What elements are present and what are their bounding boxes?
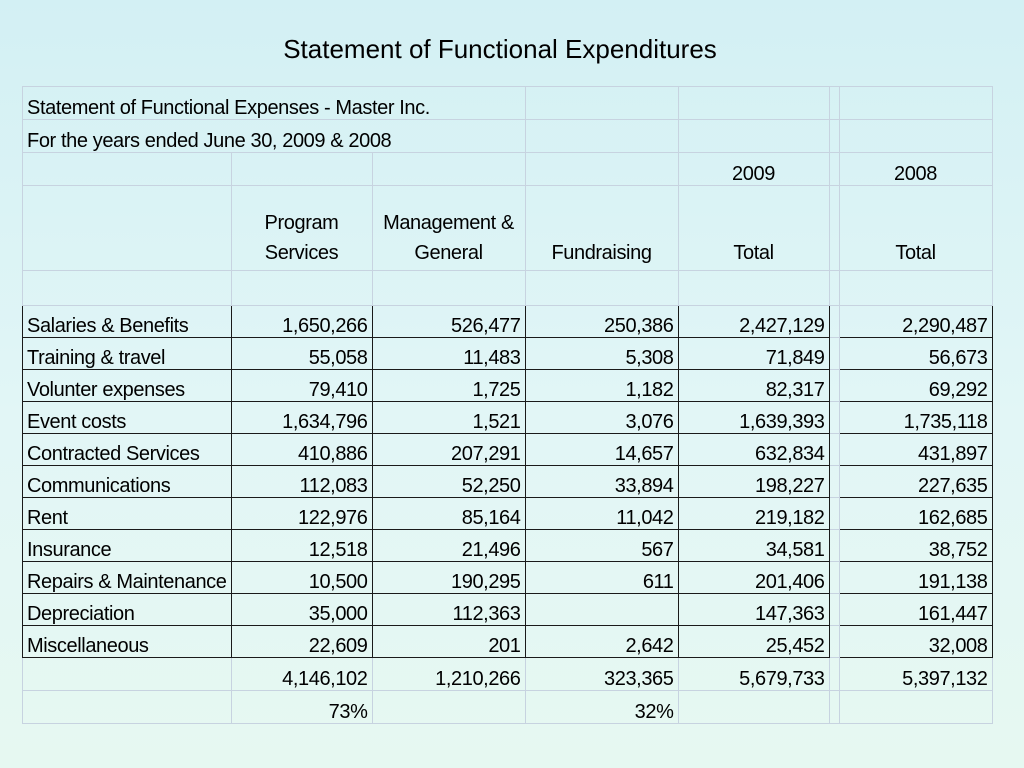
total-2009-value: 201,406 bbox=[678, 562, 829, 594]
total-2008-value: 56,673 bbox=[839, 338, 992, 370]
fundraising-value: 567 bbox=[525, 530, 678, 562]
management-value: 526,477 bbox=[372, 306, 525, 338]
total-2009-value: 147,363 bbox=[678, 594, 829, 626]
row-label: Volunter expenses bbox=[23, 370, 232, 402]
row-label: Communications bbox=[23, 466, 232, 498]
total-2008-value: 191,138 bbox=[839, 562, 992, 594]
row-label: Contracted Services bbox=[23, 434, 232, 466]
row-label: Rent bbox=[23, 498, 232, 530]
col-management-general: Management & General bbox=[372, 186, 525, 271]
row-label: Training & travel bbox=[23, 338, 232, 370]
table-row bbox=[23, 306, 993, 338]
table-subheading: For the years ended June 30, 2009 & 2008 bbox=[23, 120, 526, 153]
blank-row bbox=[23, 271, 993, 306]
program-value: 112,083 bbox=[231, 466, 372, 498]
management-value: 201 bbox=[372, 626, 525, 658]
total-2009-value: 34,581 bbox=[678, 530, 829, 562]
total-2008-value: 32,008 bbox=[839, 626, 992, 658]
fundraising-value: 14,657 bbox=[525, 434, 678, 466]
total-2008-value: 161,447 bbox=[839, 594, 992, 626]
col-total-2009: Total bbox=[678, 186, 829, 271]
fundraising-value: 3,076 bbox=[525, 402, 678, 434]
table-heading: Statement of Functional Expenses - Master Inc. bbox=[23, 87, 526, 120]
year-2008: 2008 bbox=[839, 153, 992, 186]
program-value: 79,410 bbox=[231, 370, 372, 402]
management-value: 1,521 bbox=[372, 402, 525, 434]
fundraising-value: 2,642 bbox=[525, 626, 678, 658]
total-2008-value: 227,635 bbox=[839, 466, 992, 498]
total-2009-value: 198,227 bbox=[678, 466, 829, 498]
table-row bbox=[23, 370, 993, 402]
total-2009-value: 71,849 bbox=[678, 338, 829, 370]
total-2009-value: 82,317 bbox=[678, 370, 829, 402]
percent-row bbox=[23, 691, 993, 724]
program-value: 10,500 bbox=[231, 562, 372, 594]
column-header-row bbox=[23, 186, 993, 271]
year-row bbox=[23, 153, 993, 186]
col-total-2008: Total bbox=[839, 186, 992, 271]
fundraising-value: 611 bbox=[525, 562, 678, 594]
program-value: 122,976 bbox=[231, 498, 372, 530]
program-value: 22,609 bbox=[231, 626, 372, 658]
fundraising-value: 11,042 bbox=[525, 498, 678, 530]
total-2009-value: 2,427,129 bbox=[678, 306, 829, 338]
program-value: 55,058 bbox=[231, 338, 372, 370]
program-value: 1,650,266 bbox=[231, 306, 372, 338]
fundraising-value: 33,894 bbox=[525, 466, 678, 498]
row-label: Event costs bbox=[23, 402, 232, 434]
program-value: 410,886 bbox=[231, 434, 372, 466]
management-value: 21,496 bbox=[372, 530, 525, 562]
total-2008-value: 162,685 bbox=[839, 498, 992, 530]
expenses-table bbox=[22, 86, 993, 724]
total-2008-value: 38,752 bbox=[839, 530, 992, 562]
col-fundraising: Fundraising bbox=[525, 186, 678, 271]
fundraising-value: 250,386 bbox=[525, 306, 678, 338]
management-value: 207,291 bbox=[372, 434, 525, 466]
total-2008-value: 2,290,487 bbox=[839, 306, 992, 338]
row-label: Insurance bbox=[23, 530, 232, 562]
total-2008-value: 1,735,118 bbox=[839, 402, 992, 434]
table-row bbox=[23, 594, 993, 626]
total-2008: 5,397,132 bbox=[839, 658, 992, 691]
management-value: 112,363 bbox=[372, 594, 525, 626]
management-value: 11,483 bbox=[372, 338, 525, 370]
table-row bbox=[23, 498, 993, 530]
totals-row bbox=[23, 658, 993, 691]
total-2009-value: 632,834 bbox=[678, 434, 829, 466]
table-row bbox=[23, 626, 993, 658]
management-value: 85,164 bbox=[372, 498, 525, 530]
slide-title: Statement of Functional Expenditures bbox=[283, 34, 717, 64]
fundraising-value: 1,182 bbox=[525, 370, 678, 402]
percent-program: 73% bbox=[231, 691, 372, 724]
table-row bbox=[23, 466, 993, 498]
total-fundraising: 323,365 bbox=[525, 658, 678, 691]
table-row bbox=[23, 562, 993, 594]
row-label: Depreciation bbox=[23, 594, 232, 626]
table-row bbox=[23, 434, 993, 466]
total-2008-value: 69,292 bbox=[839, 370, 992, 402]
total-2008-value: 431,897 bbox=[839, 434, 992, 466]
total-2009-value: 1,639,393 bbox=[678, 402, 829, 434]
program-value: 12,518 bbox=[231, 530, 372, 562]
row-label: Salaries & Benefits bbox=[23, 306, 232, 338]
program-value: 1,634,796 bbox=[231, 402, 372, 434]
total-program: 4,146,102 bbox=[231, 658, 372, 691]
management-value: 1,725 bbox=[372, 370, 525, 402]
heading-row-1 bbox=[23, 87, 993, 120]
table-row bbox=[23, 402, 993, 434]
heading-row-2 bbox=[23, 120, 993, 153]
fundraising-value bbox=[525, 594, 678, 626]
management-value: 190,295 bbox=[372, 562, 525, 594]
year-2009: 2009 bbox=[678, 153, 829, 186]
total-2009: 5,679,733 bbox=[678, 658, 829, 691]
row-label: Repairs & Maintenance bbox=[23, 562, 232, 594]
row-label: Miscellaneous bbox=[23, 626, 232, 658]
percent-fundraising: 32% bbox=[525, 691, 678, 724]
total-2009-value: 219,182 bbox=[678, 498, 829, 530]
table-row bbox=[23, 530, 993, 562]
total-management: 1,210,266 bbox=[372, 658, 525, 691]
total-2009-value: 25,452 bbox=[678, 626, 829, 658]
table-row bbox=[23, 338, 993, 370]
col-program-services: Program Services bbox=[231, 186, 372, 271]
management-value: 52,250 bbox=[372, 466, 525, 498]
program-value: 35,000 bbox=[231, 594, 372, 626]
fundraising-value: 5,308 bbox=[525, 338, 678, 370]
